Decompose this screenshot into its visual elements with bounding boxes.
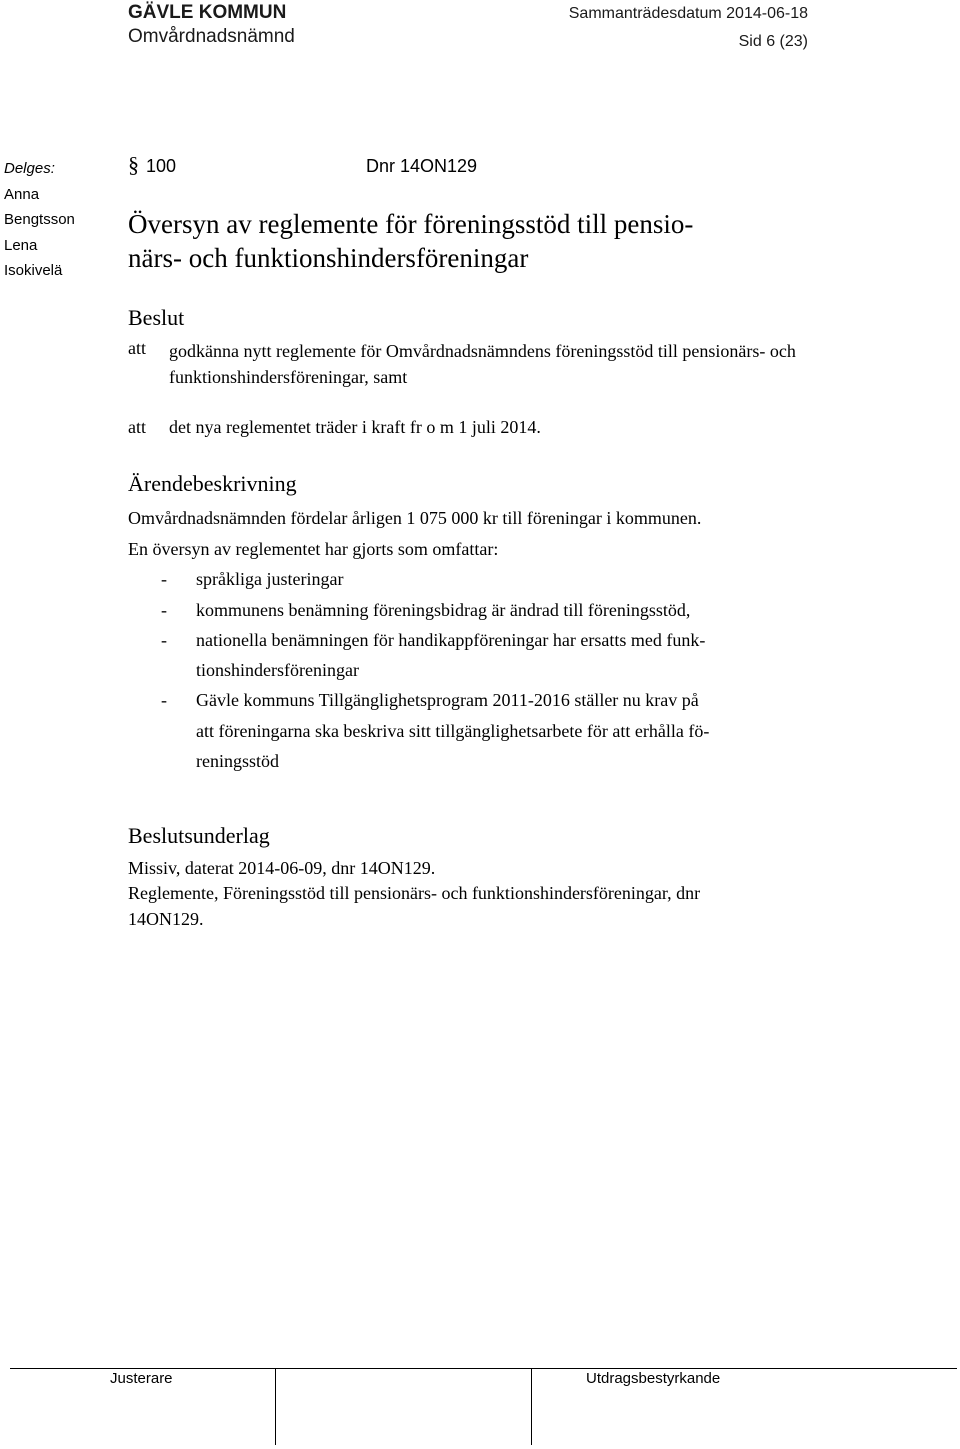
footer-rule [10,1368,957,1369]
bullet-dash: - [161,630,167,650]
underlag-line: Missiv, daterat 2014-06-09, dnr 14ON129. [128,858,436,878]
intro-text: Omvårdnadsnämnden fördelar årligen 1 075 000 kr till föreningar i kommunen. [128,508,702,528]
bullet-text: kommunens benämning föreningsbidrag är ändrad till föreningsstöd, [196,600,691,620]
intro-text: En översyn av reglementet har gjorts som omfattar: [128,539,499,559]
beslut-item-text: det nya reglementet träder i kraft fr o m 1 juli 2014. [169,417,541,437]
footer-divider [275,1368,276,1445]
paragraph-number: 100 [146,156,177,176]
bullet-dash: - [161,569,167,589]
department-name: Omvårdnadsnämnd [128,26,295,47]
bullet-dash: - [161,690,167,710]
utdragsbestyrkande-label: Utdragsbestyrkande [586,1370,721,1387]
beslutsunderlag-heading: Beslutsunderlag [128,823,270,848]
distribution-name: Lena [4,236,38,254]
bullet-text: reningsstöd [196,751,279,771]
distribution-name: Isokivelä [4,262,63,279]
document-title [128,207,828,275]
title-line: Översyn av reglemente för föreningsstöd till pensio- [128,209,694,239]
underlag-line: 14ON129. [128,909,204,929]
footer-divider [531,1368,532,1445]
bullet-dash: - [161,600,167,620]
justerare-label: Justerare [110,1370,173,1387]
att-prefix: att [128,417,146,437]
bullet-text: tionshindersföreningar [196,660,359,680]
page-number: Sid 6 (23) [738,33,808,50]
att-prefix: att [128,338,146,358]
bullet-text: nationella benämningen för handikappföreningar har ersatts med funk- [196,630,706,650]
distribution-name: Anna [4,185,40,203]
bullet-text: att föreningarna ska beskriva sitt tillgänglighetsarbete för att erhålla fö- [196,721,710,741]
distribution-list [4,156,75,284]
beslut-item-text: godkänna nytt reglemente för Omvårdnadsnämndens föreningsstöd till pensionärs- och funktionshindersföreningar, samt [169,341,796,387]
underlag-line: Reglemente, Föreningsstöd till pensionärs- och funktionshindersföreningar, dnr [128,883,701,903]
paragraph-sign: § [128,152,139,177]
organization-name: GÄVLE KOMMUN [128,2,287,23]
arendebeskrivning-heading: Ärendebeskrivning [128,471,297,496]
beslut-heading: Beslut [128,305,185,330]
diary-number: Dnr 14ON129 [366,156,478,176]
bullet-text: Gävle kommuns Tillgänglighetsprogram 2011-2016 ställer nu krav på [196,690,699,710]
title-line: närs- och funktionshindersföreningar [128,243,529,273]
bullet-text: språkliga justeringar [196,569,344,589]
distribution-name: Bengtsson [4,211,75,228]
meeting-date: Sammanträdesdatum 2014-06-18 [568,5,808,22]
distribution-label: Delges: [4,160,55,177]
